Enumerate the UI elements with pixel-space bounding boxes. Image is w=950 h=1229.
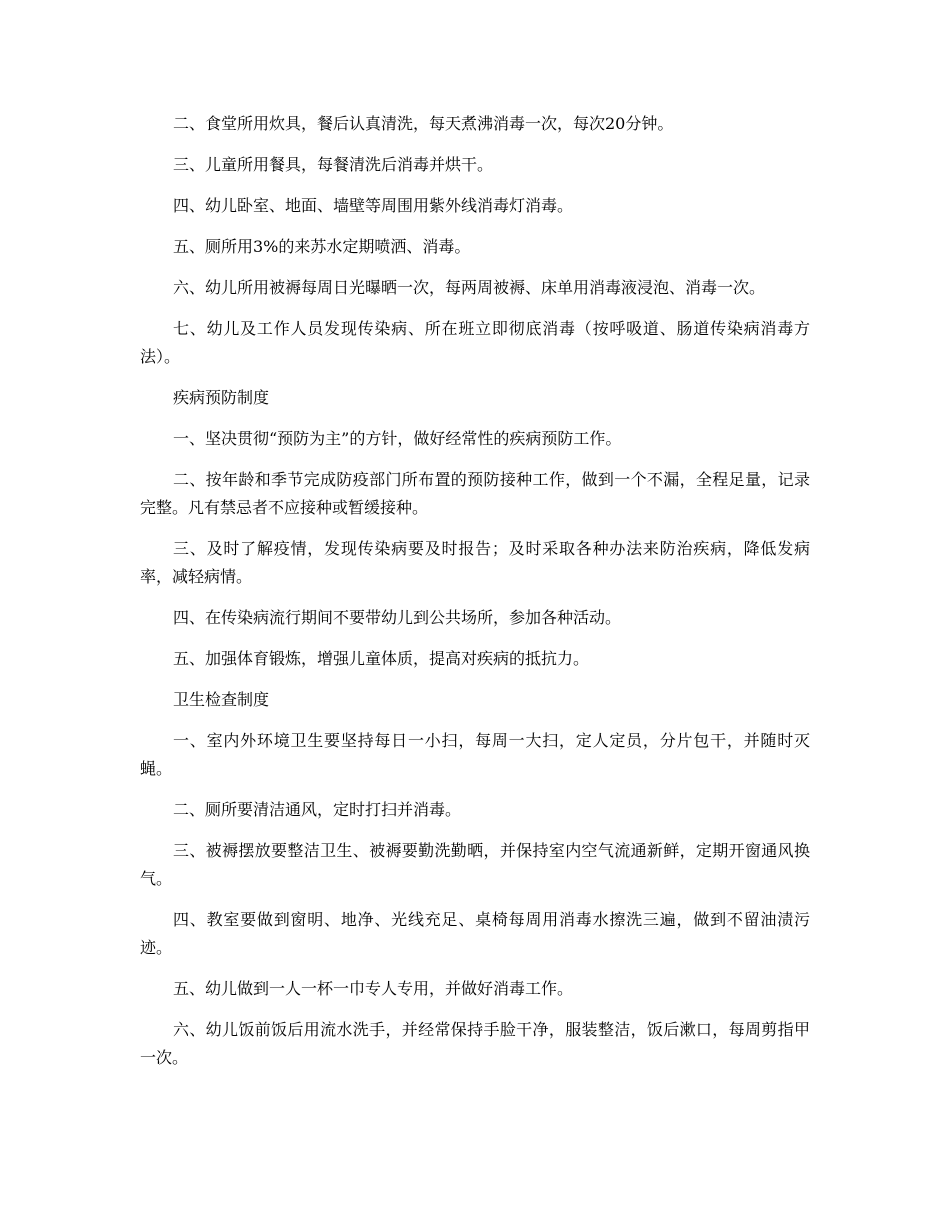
paragraph-hygiene-5: 五、幼儿做到一人一杯一巾专人专用，并做好消毒工作。 <box>173 979 574 998</box>
paragraph-prevention-2: 二、按年龄和季节完成防疫部门所布置的预防接种工作，做到一个不漏，全程足量，记录完整。凡有禁忌者不应接种或暂缓接种。 <box>140 470 810 517</box>
section-heading-disease-prevention: 疾病预防制度 <box>173 388 270 407</box>
paragraph-disinfection-4: 四、幼儿卧室、地面、墙壁等周围用紫外线消毒灯消毒。 <box>173 196 574 215</box>
paragraph-prevention-5: 五、加强体育锻炼，增强儿童体质，提高对疾病的抵抗力。 <box>173 649 590 668</box>
paragraph-disinfection-3: 三、儿童所用餐具，每餐清洗后消毒并烘干。 <box>173 155 494 174</box>
paragraph-disinfection-2: 二、食堂所用炊具，餐后认真清洗，每天煮沸消毒一次，每次20分钟。 <box>173 114 674 133</box>
paragraph-hygiene-2: 二、厕所要清洁通风，定时打扫并消毒。 <box>173 800 462 819</box>
paragraph-hygiene-3: 三、被褥摆放要整洁卫生、被褥要勤洗勤晒，并保持室内空气流通新鲜，定期开窗通风换气。 <box>140 841 810 888</box>
paragraph-prevention-3: 三、及时了解疫情，发现传染病要及时报告；及时采取各种办法来防治疾病，降低发病率，减轻病情。 <box>140 539 810 586</box>
paragraph-disinfection-7: 七、幼儿及工作人员发现传染病、所在班立即彻底消毒（按呼吸道、肠道传染病消毒方法）。 <box>140 319 810 366</box>
section-heading-hygiene-inspection: 卫生检查制度 <box>173 690 270 709</box>
document-body <box>140 110 810 1085</box>
paragraph-disinfection-6: 六、幼儿所用被褥每周日光曝晒一次，每两周被褥、床单用消毒液浸泡、消毒一次。 <box>173 278 766 297</box>
paragraph-disinfection-5: 五、厕所用3%的来苏水定期喷洒、消毒。 <box>173 237 471 256</box>
paragraph-prevention-4: 四、在传染病流行期间不要带幼儿到公共场所，参加各种活动。 <box>173 608 622 627</box>
paragraph-prevention-1: 一、坚决贯彻“预防为主”的方针，做好经常性的疾病预防工作。 <box>173 429 622 448</box>
paragraph-hygiene-6: 六、幼儿饭前饭后用流水洗手，并经常保持手脸干净，服装整洁，饭后漱口，每周剪指甲一次。 <box>140 1020 810 1067</box>
paragraph-hygiene-4: 四、教室要做到窗明、地净、光线充足、桌椅每周用消毒水擦洗三遍，做到不留油渍污迹。 <box>140 910 810 957</box>
paragraph-hygiene-1: 一、室内外环境卫生要坚持每日一小扫，每周一大扫，定人定员，分片包干，并随时灭蝇。 <box>140 731 810 778</box>
